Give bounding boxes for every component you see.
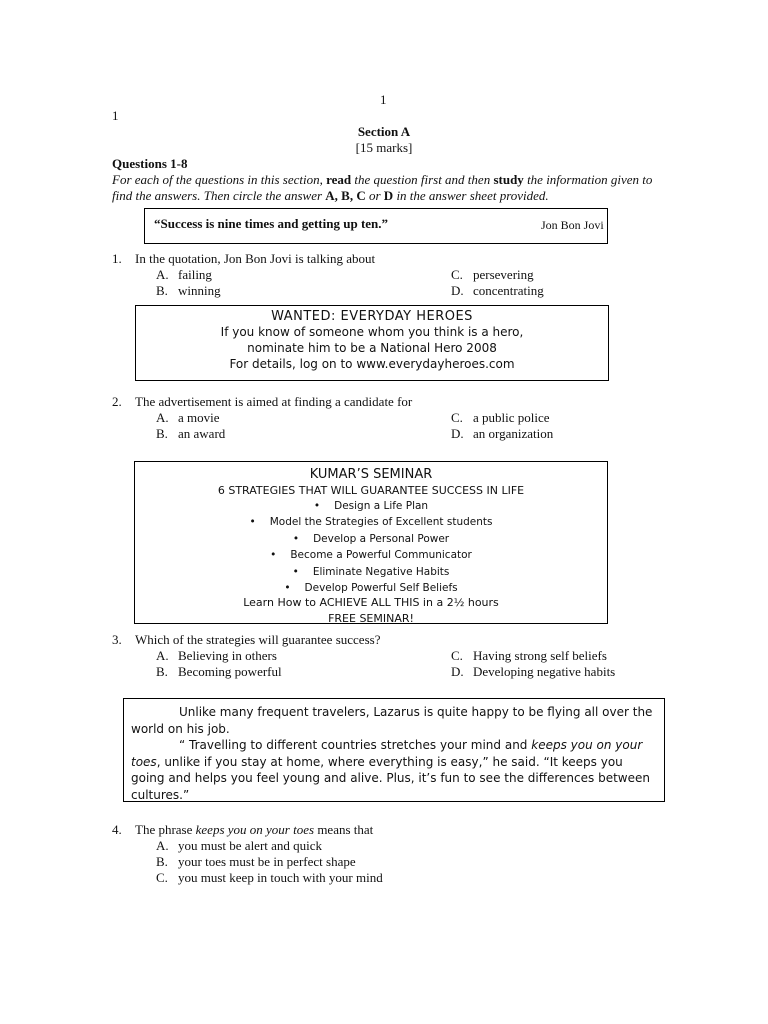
option-letter: B. [156, 854, 168, 869]
option-letter: D. [451, 426, 464, 441]
strategy-item: • Design a Life Plan [134, 498, 608, 514]
q1-option-c[interactable] [451, 267, 534, 283]
option-text: an award [178, 426, 226, 441]
q3-option-c[interactable] [451, 648, 607, 664]
q3-option-d[interactable] [451, 664, 615, 680]
instr-read: read [326, 172, 352, 187]
strategy-item: • Develop Powerful Self Beliefs [134, 580, 608, 596]
option-letter: C. [451, 410, 463, 425]
option-letter: C. [451, 648, 463, 663]
q4-option-c[interactable] [156, 870, 383, 886]
section-title: Section A [357, 124, 411, 139]
option-letter: C. [451, 267, 463, 282]
q3-stem: Which of the strategies will guarantee success? [135, 632, 381, 647]
q2-number: 2. [112, 394, 122, 409]
instr-text-2: the question first and then [351, 172, 494, 187]
q2-stem: The advertisement is aimed at finding a candidate for [135, 394, 413, 409]
q4-stem [135, 822, 373, 838]
passage-idiom: keeps you on your toes [131, 738, 643, 769]
option-text: your toes must be in perfect shape [178, 854, 356, 869]
option-text: Having strong self beliefs [473, 648, 607, 663]
instr-or: or [365, 188, 384, 203]
option-letter: A. [156, 648, 169, 663]
option-text: Believing in others [178, 648, 277, 663]
q1-number: 1. [112, 251, 122, 266]
q2-option-b[interactable] [156, 426, 225, 442]
instr-abc: A, B, C [325, 188, 366, 203]
seminar-clipped-line: FREE SEMINAR! [328, 612, 414, 623]
passage-paragraph-2 [131, 737, 657, 803]
q3-number: 3. [112, 632, 122, 647]
passage-p1-text: Unlike many frequent travelers, Lazarus is quite happy to be flying all over the world on his job. [131, 705, 653, 736]
page-number: 1 [380, 92, 387, 107]
option-letter: B. [156, 426, 168, 441]
q1-option-d[interactable] [451, 283, 544, 299]
quote-text: “Success is nine times and getting up ten.” [154, 216, 389, 231]
advertisement-line-2: nominate him to be a National Hero 2008 [247, 341, 497, 355]
q4-option-a[interactable] [156, 838, 322, 854]
q4-option-b[interactable] [156, 854, 356, 870]
seminar-strategy-list [134, 498, 608, 596]
option-letter: A. [156, 838, 169, 853]
instructions [112, 172, 672, 204]
q2-option-a[interactable] [156, 410, 220, 426]
passage-text [131, 704, 657, 803]
seminar-subtitle: 6 STRATEGIES THAT WILL GUARANTEE SUCCESS IN LIFE [217, 484, 525, 497]
q2-option-c[interactable] [451, 410, 550, 426]
instr-study: study [493, 172, 524, 187]
option-letter: B. [156, 283, 168, 298]
instr-text-4: in the answer sheet provided. [393, 188, 549, 203]
option-text: concentrating [473, 283, 544, 298]
strategy-item: • Model the Strategies of Excellent students [134, 514, 608, 530]
option-text: persevering [473, 267, 534, 282]
q2-option-d[interactable] [451, 426, 553, 442]
question-range: Questions 1-8 [112, 156, 188, 171]
seminar-title: KUMAR’S SEMINAR [309, 467, 433, 482]
q4-stem-b: means that [314, 822, 374, 837]
option-text: an organization [473, 426, 554, 441]
section-marks: [15 marks] [355, 140, 413, 155]
q3-option-b[interactable] [156, 664, 282, 680]
seminar-footer: Learn How to ACHIEVE ALL THIS in a 2½ hours [243, 596, 499, 609]
option-text: a public police [473, 410, 550, 425]
option-text: you must be alert and quick [178, 838, 323, 853]
option-letter: A. [156, 410, 169, 425]
strategy-item: • Eliminate Negative Habits [134, 564, 608, 580]
strategy-item: • Develop a Personal Power [134, 531, 608, 547]
advertisement-line-3: For details, log on to www.everydayheroes.com [229, 357, 515, 371]
option-letter: D. [451, 664, 464, 679]
option-text: Becoming powerful [178, 664, 282, 679]
option-text: winning [178, 283, 221, 298]
option-text: failing [178, 267, 212, 282]
side-number: 1 [112, 108, 119, 123]
option-letter: A. [156, 267, 169, 282]
option-text: Developing negative habits [473, 664, 616, 679]
q1-option-a[interactable] [156, 267, 212, 283]
option-letter: B. [156, 664, 168, 679]
option-text: a movie [178, 410, 220, 425]
passage-p2-text-b: , unlike if you stay at home, where everything is easy,” he said. “It keeps you going and helps you feel young and alive. Plus, it’s fun to see the differences between cultures.” [131, 754, 650, 802]
strategy-item: • Become a Powerful Communicator [134, 547, 608, 563]
instr-text-1: For each of the questions in this section, [112, 172, 327, 187]
advertisement-line-1: If you know of someone whom you think is a hero, [220, 325, 524, 339]
q4-number: 4. [112, 822, 122, 837]
instr-text-3: the information given to find the answers. Then circle the answer [112, 172, 653, 203]
option-text: you must keep in touch with your mind [178, 870, 383, 885]
option-letter: D. [451, 283, 464, 298]
q3-option-a[interactable] [156, 648, 277, 664]
q4-stem-a: The phrase [135, 822, 196, 837]
passage-paragraph-1 [131, 704, 657, 737]
advertisement-title: WANTED: EVERYDAY HEROES [271, 309, 473, 324]
instr-d: D [383, 188, 394, 203]
passage-p2-text-a: “ Travelling to different countries stretches your mind and [179, 738, 532, 752]
option-letter: C. [156, 870, 168, 885]
quote-author: Jon Bon Jovi [541, 218, 604, 232]
q4-stem-idiom: keeps you on your toes [195, 822, 315, 837]
q1-stem: In the quotation, Jon Bon Jovi is talking about [135, 251, 376, 266]
q1-option-b[interactable] [156, 283, 221, 299]
